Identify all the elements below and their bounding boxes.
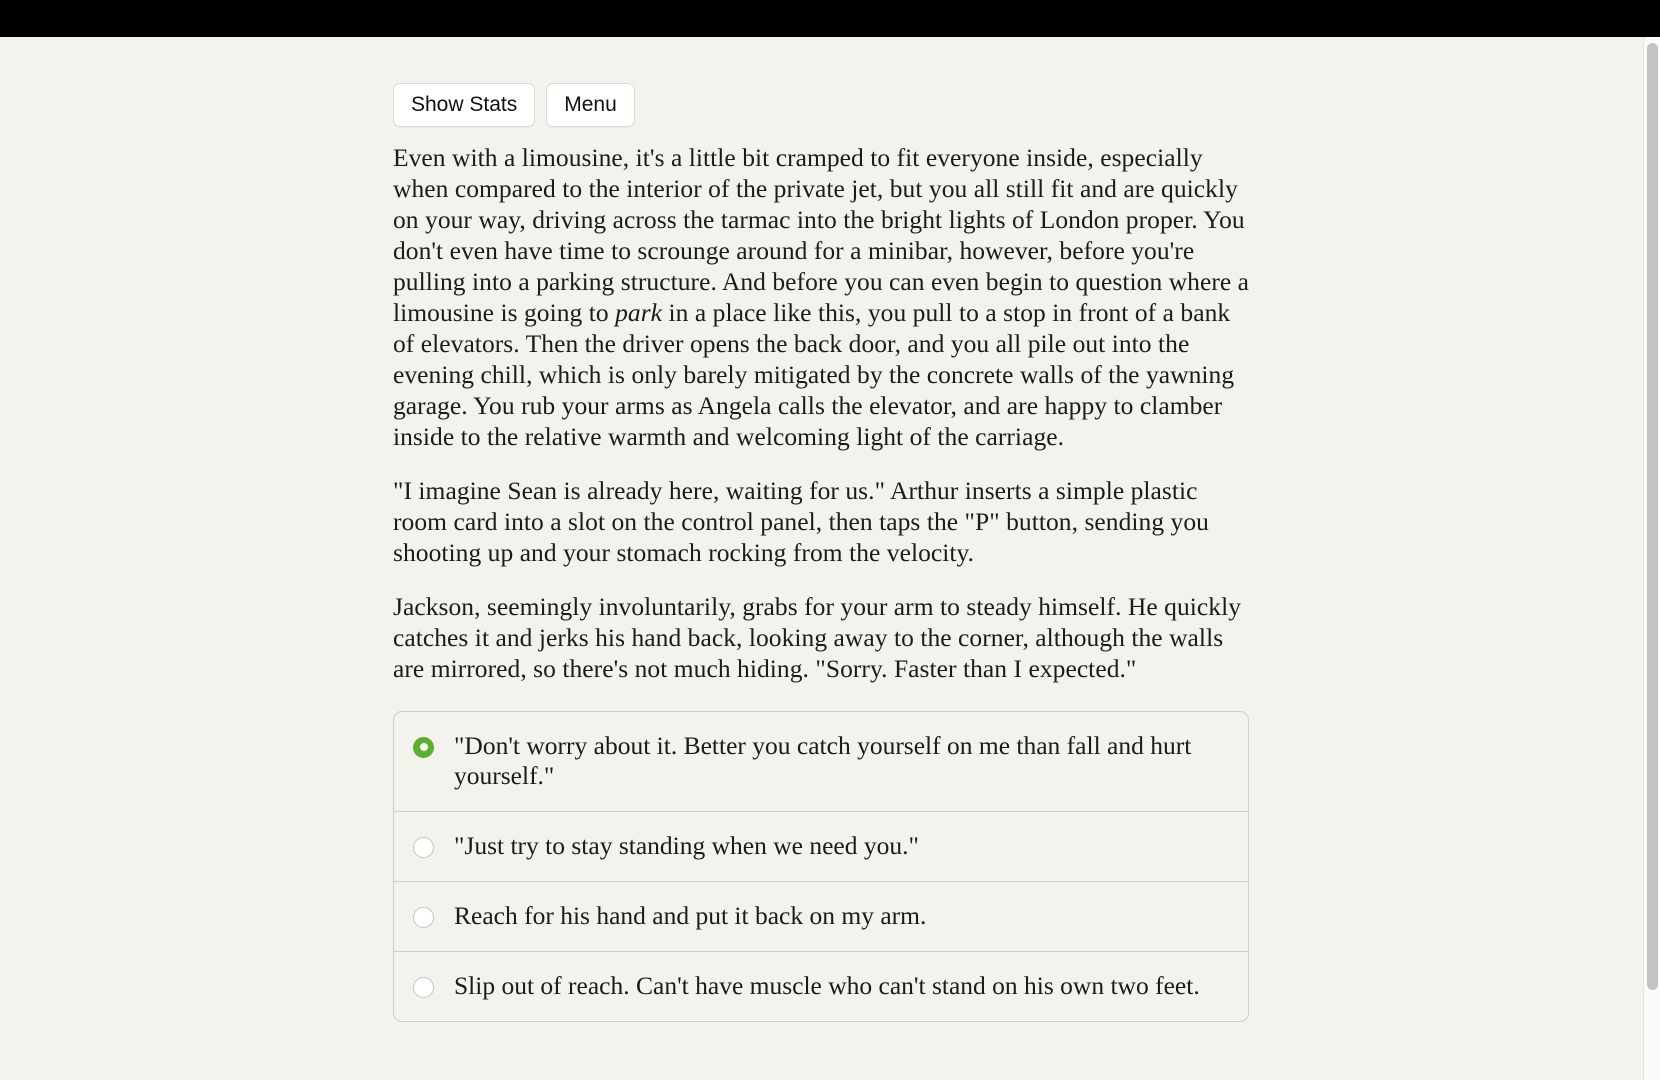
choice-label: "Don't worry about it. Better you catch yourself on me than fall and hurt yourself." [454, 730, 1192, 791]
story-page-viewport [0, 37, 1660, 1080]
story-prose [393, 143, 1253, 685]
menu-button[interactable]: Menu [546, 83, 635, 127]
choice-option[interactable] [394, 952, 1248, 1021]
page-content [0, 37, 1640, 1022]
story-paragraph: Even with a limousine, it's a little bit cramped to fit everyone inside, especially when compared to the interior of the private jet, but you all still fit and are quickly on your way, driving across the tarmac into the bright lights of London proper. You don't even have time to scrounge around for a minibar, however, before you're pulling into a parking structure. And before you can even begin to question where a limousine is going to park in a place like this, you pull to a stop in front of a bank of elevators. Then the driver opens the back door, and you all pile out into the evening chill, which is only barely mitigated by the concrete walls of the yawning garage. You rub your arms as Angela calls the elevator, and are happy to clamber inside to the relative warmth and welcoming light of the carriage. [393, 143, 1250, 451]
story-paragraph: Jackson, seemingly involuntarily, grabs for your arm to steady himself. He quickly catches it and jerks his hand back, looking away to the corner, although the walls are mirrored, so there's not much hiding. "Sorry. Faster than I expected." [393, 591, 1242, 683]
choice-list [393, 711, 1249, 1023]
choice-label: Reach for his hand and put it back on my arm. [454, 901, 927, 931]
choice-label: Slip out of reach. Can't have muscle who can't stand on his own two feet. [454, 971, 1200, 1001]
radio-unselected-icon[interactable] [413, 907, 434, 928]
choice-option[interactable] [394, 882, 1248, 952]
vertical-scrollbar-thumb[interactable] [1647, 43, 1658, 990]
story-column [393, 37, 1253, 1022]
choice-label: "Just try to stay standing when we need you." [454, 831, 919, 861]
vertical-scrollbar-track[interactable] [1643, 37, 1660, 1080]
radio-unselected-icon[interactable] [413, 977, 434, 998]
radio-selected-icon[interactable] [413, 737, 434, 758]
choice-option[interactable] [394, 712, 1248, 813]
story-toolbar [393, 83, 1253, 127]
choice-option[interactable] [394, 812, 1248, 882]
browser-chrome-bar [0, 0, 1660, 37]
show-stats-button[interactable]: Show Stats [393, 83, 535, 127]
story-paragraph: "I imagine Sean is already here, waiting for us." Arthur inserts a simple plastic room card into a slot on the control panel, then taps the "P" button, sending you shooting up and your stomach rocking from the velocity. [393, 475, 1209, 567]
radio-unselected-icon[interactable] [413, 837, 434, 858]
